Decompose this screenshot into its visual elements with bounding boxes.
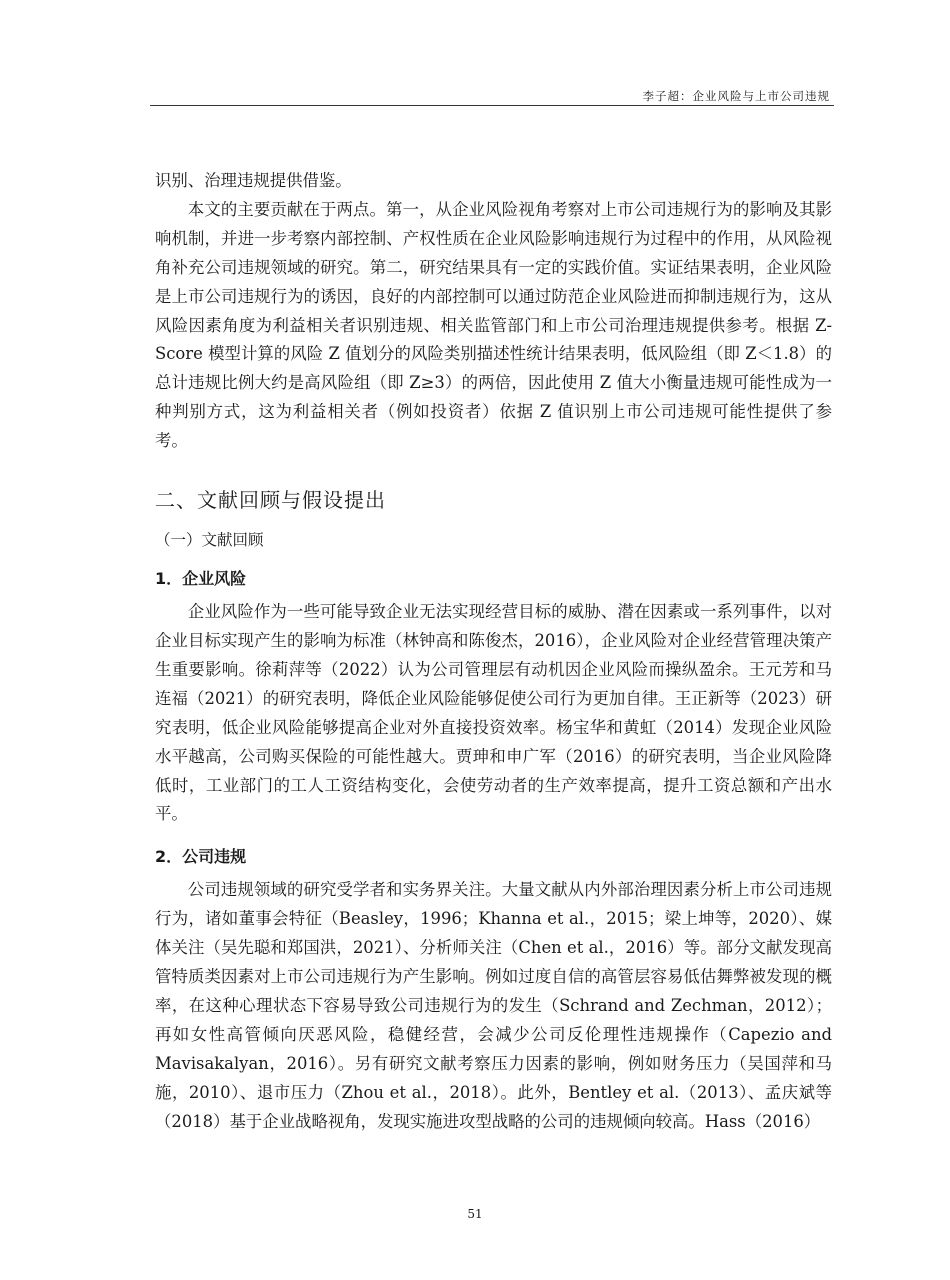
paragraph-enterprise-risk: 企业风险作为一些可能导致企业无法实现经营目标的威胁、潜在因素或一系列事件，以对企业目标实现产生的影响为标准（林钟高和陈俊杰，2016），企业风险对企业经营管理决策产生重要影响。徐莉萍等（2022）认为公司管理层有动机因企业风险而操纵盈余。王元芳和马连福（2021）的研究表明，降低企业风险能够促使公司行为更加自律。王正新等（2023）研究表明，低企业风险能够提高企业对外直接投资效率。杨宝华和黄虹（2014）发现企业风险水平越高，公司购买保险的可能性越大。贾珅和申广军（2016）的研究表明，当企业风险降低时，工业部门的工人工资结构变化，会使劳动者的生产效率提高，提升工资总额和产出水平。 bbox=[155, 602, 832, 824]
heading-corporate-violation: 2．公司违规 bbox=[155, 847, 247, 867]
page-number: 51 bbox=[467, 1207, 483, 1221]
running-header: 李子超：企业风险与上市公司违规 bbox=[642, 89, 830, 103]
paragraph-corporate-violation: 公司违规领域的研究受学者和实务界关注。大量文献从内外部治理因素分析上市公司违规行为，诸如董事会特征（Beasley，1996；Khanna et al.，2015；梁上坤等，2020）、媒体关注（吴先聪和郑国洪，2021）、分析师关注（Chen et al.，2016）等。部分文献发现高管特质类因素对上市公司违规行为产生影响。例如过度自信的高管层容易低估舞弊被发现的概率，在这种心理状态下容易导致公司违规行为的发生（Schrand and Zechman，2012）；再如女性高管倾向厌恶风险，稳健经营，会减少公司反伦理性违规操作（Capezio and Mavisakalyan，2016）。另有研究文献考察压力因素的影响，例如财务压力（吴国萍和马施，2010）、退市压力（Zhou et al.，2018）。此外，Bentley et al.（2013）、孟庆斌等（2018）基于企业战略视角，发现实施进攻型战略的公司的违规倾向较高。Hass（2016） bbox=[155, 880, 832, 1131]
paragraph-contribution: 本文的主要贡献在于两点。第一，从企业风险视角考察对上市公司违规行为的影响及其影响机制，并进一步考察内部控制、产权性质在企业风险影响违规行为过程中的作用，从风险视角补充公司违规领域的研究。第二，研究结果具有一定的实践价值。实证结果表明，企业风险是上市公司违规行为的诱因，良好的内部控制可以通过防范企业风险进而抑制违规行为，这从风险因素角度为利益相关者识别违规、相关监管部门和上市公司治理违规提供参考。根据 Z-Score 模型计算的风险 Z 值划分的风险类别描述性统计结果表明，低风险组（即 Z＜1.8）的总计违规比例大约是高风险组（即 Z≥3）的两倍，因此使用 Z 值大小衡量违规可能性成为一种判别方式，这为利益相关者（例如投资者）依据 Z 值识别上市公司违规可能性提供了参考。 bbox=[155, 199, 832, 451]
article-body bbox=[155, 167, 832, 1136]
paragraph-continuation: 识别、治理违规提供借鉴。 bbox=[155, 171, 352, 190]
subsection-heading-review: （一）文献回顾 bbox=[155, 531, 264, 550]
section-heading-literature: 二、文献回顾与假设提出 bbox=[155, 488, 386, 513]
heading-enterprise-risk: 1．企业风险 bbox=[155, 569, 247, 589]
header-rule bbox=[150, 105, 834, 106]
